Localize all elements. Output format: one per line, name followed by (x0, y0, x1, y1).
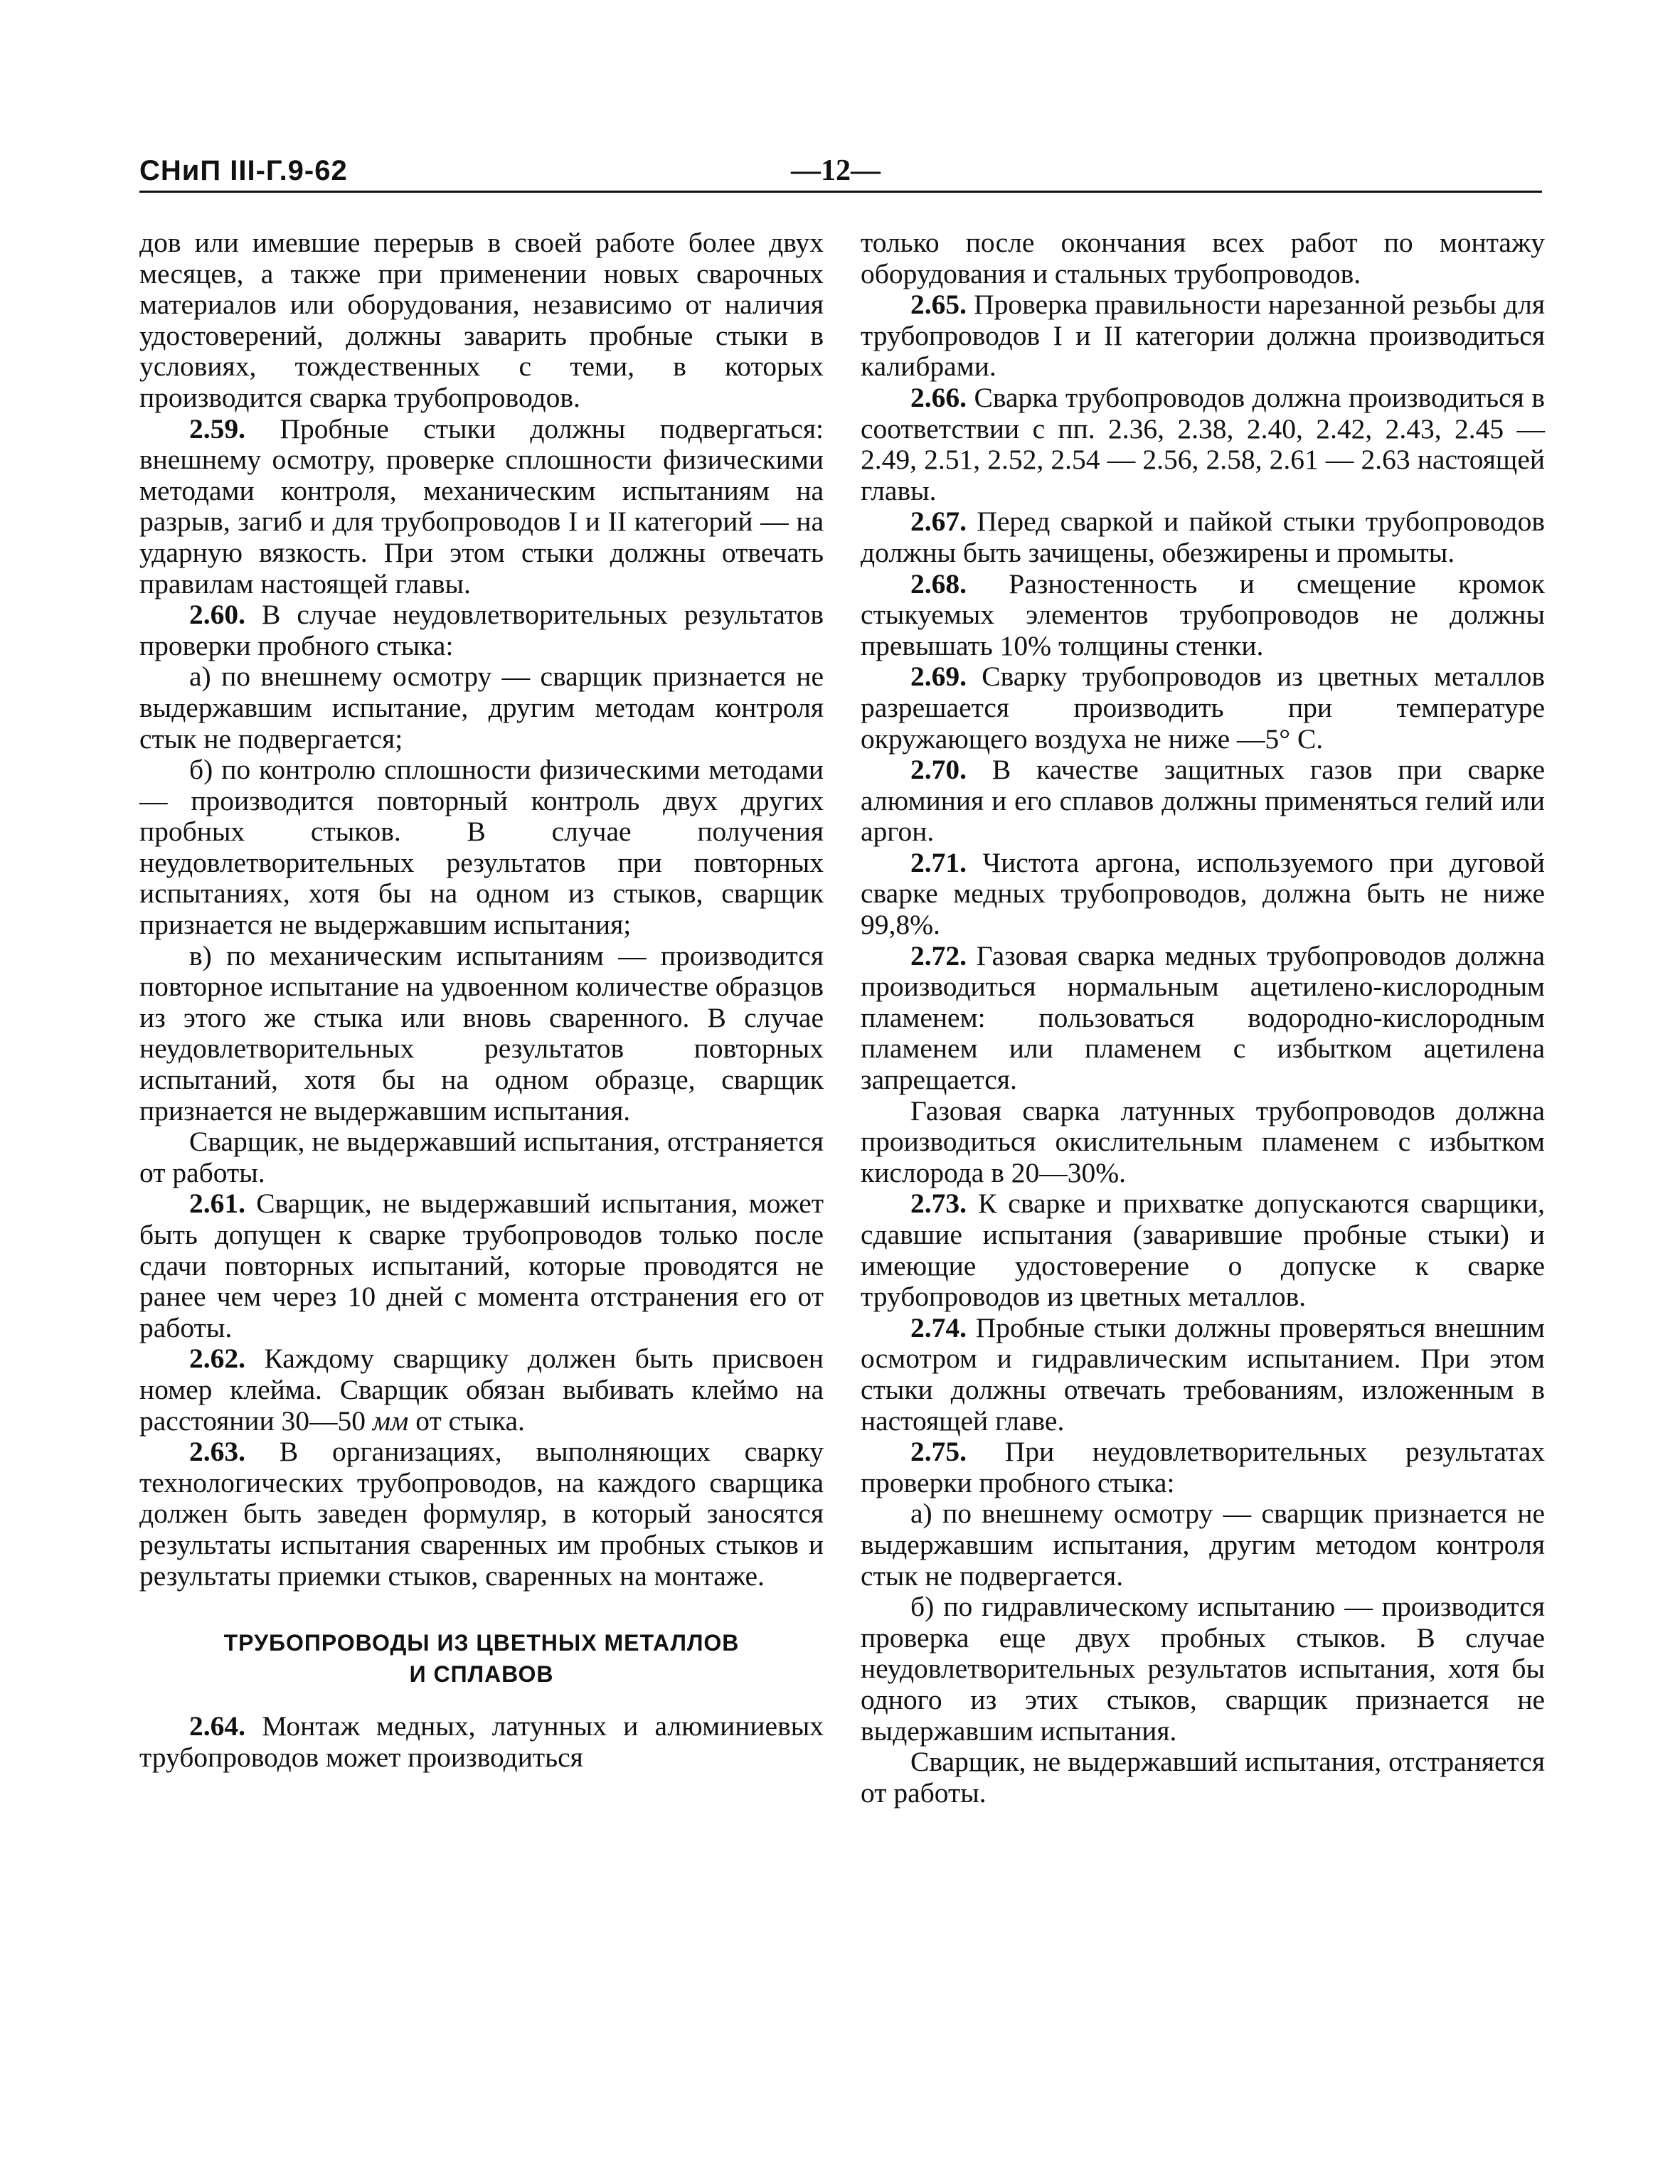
clause-text-end: от стыка. (408, 1405, 525, 1437)
clause-2-71 (861, 848, 1545, 941)
clause-2-73 (861, 1188, 1545, 1312)
clause-2-74 (861, 1313, 1545, 1437)
clause-number: 2.66. (910, 381, 967, 413)
clause-2-64 (139, 1711, 824, 1773)
section-heading (139, 1627, 824, 1690)
clause-text: Чистота аргона, используемого при дуговой сварке медных трубопроводов, должна быть не ниже 99,8%. (861, 846, 1545, 941)
clause-text: Перед сваркой и пайкой стыки трубопроводов должны быть зачищены, обезжирены и промыты. (861, 506, 1546, 568)
clause-text: В случае неудовлетворительных результатов проверки пробного стыка: (139, 599, 824, 661)
clause-2-75-c: Сварщик, не выдержавший испытания, отстраняется от работы. (861, 1746, 1545, 1809)
clause-2-68 (861, 569, 1545, 662)
clause-number: 2.60. (189, 599, 245, 631)
clause-2-62 (139, 1343, 824, 1437)
paragraph-continued: дов или имевшие перерыв в своей работе более двух месяцев, а также при применении новых сварочных материалов или оборудования, независимо от наличия удостоверений, должны заварить пробные стыки в условиях, тождественных с теми, в которых производится сварка трубопроводов. (139, 227, 824, 413)
clause-2-75-b: б) по гидравлическому испытанию — производится проверка еще двух пробных стыков. В случае неудовлетворительных результатов испытания, хотя бы одного из этих стыков, сварщик признается не выдержавшим испытания. (861, 1591, 1545, 1747)
clause-2-63 (139, 1437, 824, 1592)
clause-2-72 (861, 941, 1545, 1096)
right-column (861, 228, 1545, 1809)
document-code: СНиП III-Г.9-62 (139, 155, 348, 186)
clause-number: 2.75. (910, 1436, 967, 1468)
clause-text: Пробные стыки должны подвергаться: внешнему осмотру, проверке сплошности физическими методами контроля, механическим испытаниям на разрыв, загиб и для трубопроводов I и II категорий — на ударную вязкость. При этом стыки должны отвечать правилам настоящей главы. (139, 412, 824, 600)
clause-number: 2.73. (910, 1188, 967, 1220)
clause-text: Монтаж медных, латунных и алюминиевых трубопроводов может производиться (139, 1710, 824, 1773)
clause-text: Сварщик, не выдержавший испытания, может быть допущен к сварке трубопроводов только после сдачи повторных испытаний, которые проводятся не ранее чем через 10 дней с момента отстранения его от работы. (139, 1188, 824, 1343)
clause-text: Пробные стыки должны проверяться внешним осмотром и гидравлическим испытанием. При этом стыки должны отвечать требованиям, изложенным в настоящей главе. (861, 1311, 1546, 1437)
clause-2-60-c: в) по механическим испытаниям — производится повторное испытание на удвоенном количестве образцов из этого же стыка или вновь сваренного. В случае неудовлетворительных результатов повторных испытаний, хотя бы на одном образце, сварщик признается не выдержавшим испытания. (139, 939, 824, 1126)
unit-mm: мм (372, 1405, 409, 1437)
clause-number: 2.61. (189, 1188, 245, 1220)
left-column (139, 228, 824, 1773)
clause-2-60-b: б) по контролю сплошности физическими методами — производится повторный контроль двух других пробных стыков. В случае получения неудовлетворительных результатов при повторных испытаниях, хотя бы на одном из стыков, сварщик признается не выдержавшим испытания; (139, 754, 824, 941)
clause-text: При неудовлетворительных результатах проверки пробного стыка: (861, 1436, 1546, 1498)
clause-2-75 (861, 1437, 1545, 1498)
clause-number: 2.64. (189, 1710, 245, 1742)
clause-2-60-d: Сварщик, не выдержавший испытания, отстраняется от работы. (139, 1126, 824, 1188)
clause-text: Каждому сварщику должен быть присвоен номер клейма. Сварщик обязан выбивать клеймо на расстоянии 30—50 (139, 1343, 824, 1437)
clause-number: 2.74. (910, 1311, 967, 1343)
clause-number: 2.69. (910, 661, 967, 693)
clause-number: 2.63. (189, 1436, 245, 1468)
clause-2-60 (139, 600, 824, 661)
clause-text: Проверка правильности нарезанной резьбы для трубопроводов I и II категории должна производиться калибрами. (861, 289, 1546, 383)
clause-2-59 (139, 414, 824, 600)
clause-text: Газовая сварка медных трубопроводов должна производиться нормальным ацетилено-кислородным пламенем: пользоваться водородно-кислородным пламенем или пламенем с избытком ацетилена запрещается. (861, 939, 1545, 1096)
clause-number: 2.59. (189, 412, 245, 444)
clause-text: В организациях, выполняющих сварку технологических трубопроводов, на каждого сварщика должен быть заведен формуляр, в который заносятся результаты испытания сваренных им пробных стыков и результаты приемки стыков, сваренных на монтаже. (139, 1436, 824, 1592)
clause-text: Сварку трубопроводов из цветных металлов разрешается производить при температуре окружающего воздуха не ниже —5° С. (861, 661, 1545, 755)
clause-number: 2.65. (910, 289, 967, 321)
page-number: —12— (791, 154, 881, 187)
clause-text: Разностенность и смещение кромок стыкуемых элементов трубопроводов не должны превышать 10% толщины стенки. (861, 568, 1546, 661)
clause-text: Сварка трубопроводов должна производиться в соответствии с пп. 2.36, 2.38, 2.40, 2.42, 2.43, 2.45 — 2.49, 2.51, 2.52, 2.54 — 2.56, 2.58, 2.61 — 2.63 настоящей главы. (861, 381, 1545, 506)
clause-number: 2.67. (910, 506, 967, 538)
clause-text: К сварке и прихватке допускаются сварщики, сдавшие испытания (заварившие пробные стыки) и имеющие удостоверение о допуске к сварке трубопроводов из цветных металлов. (861, 1188, 1545, 1313)
clause-2-70 (861, 755, 1545, 848)
clause-text: В качестве защитных газов при сварке алюминия и его сплавов должны применяться гелий или аргон. (861, 754, 1545, 848)
clause-2-60-a: а) по внешнему осмотру — сварщик признается не выдержавшим испытание, другим методам контроля стык не подвергается; (139, 661, 824, 755)
section-heading-line-1: ТРУБОПРОВОДЫ ИЗ ЦВЕТНЫХ МЕТАЛЛОВ (223, 1630, 740, 1656)
header-rule (139, 191, 1542, 193)
clause-number: 2.68. (910, 568, 967, 600)
clause-2-72-b: Газовая сварка латунных трубопроводов должна производиться окислительным пламенем с избытком кислорода в 20—30%. (861, 1094, 1545, 1188)
clause-2-65 (861, 289, 1545, 383)
clause-2-66 (861, 383, 1545, 506)
clause-number: 2.71. (910, 846, 967, 878)
clause-number: 2.62. (189, 1343, 245, 1375)
page-header (139, 155, 1542, 198)
paragraph-continued: только после окончания всех работ по монтажу оборудования и стальных трубопроводов. (861, 227, 1545, 289)
section-heading-line-2: И СПЛАВОВ (409, 1661, 554, 1688)
clause-2-75-a: а) по внешнему осмотру — сварщик признается не выдержавшим испытания, другим методом контроля стык не подвергается. (861, 1498, 1545, 1592)
clause-2-67 (861, 506, 1545, 568)
clause-2-61 (139, 1188, 824, 1343)
clause-2-69 (861, 661, 1545, 755)
clause-number: 2.70. (910, 754, 967, 786)
clause-number: 2.72. (910, 939, 967, 971)
